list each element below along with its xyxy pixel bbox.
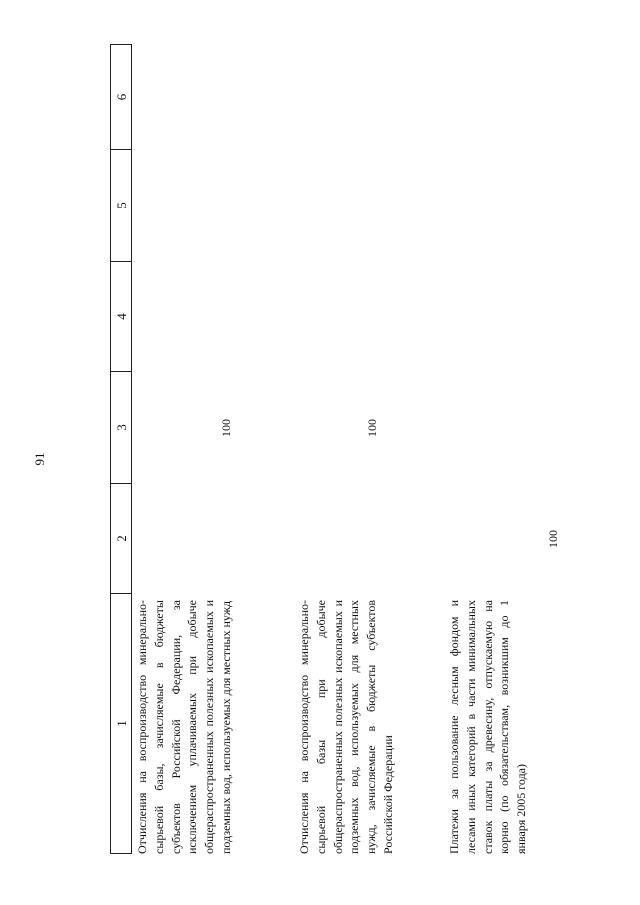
- cell-col-4: [446, 262, 558, 372]
- cell-col-6: [446, 44, 558, 150]
- column-header-6: 6: [110, 44, 132, 150]
- cell-col-5: [134, 150, 284, 262]
- value-col-3: 100: [219, 419, 233, 437]
- table-row: [132, 44, 284, 854]
- cell-col-5: [296, 150, 434, 262]
- column-header-3: 3: [110, 372, 132, 484]
- table-row: [284, 44, 434, 854]
- cell-col-3: [446, 372, 558, 484]
- row-description: Отчисления на воспроизводство минерально-сырьевой базы при добыче общераспространенных полезных ископаемых и подземных вод, используемых для местных нужд, зачисляемые в бюджеты субъектов Российской Федерации: [297, 600, 395, 854]
- cell-col-4: [296, 262, 434, 372]
- column-header-5: 5: [110, 150, 132, 262]
- row-description: Отчисления на воспроизводство минерально-сырьевой базы, зачисляемые в бюджеты субъектов Российской Федерации, за исключением уплачиваемых при добыче общераспространенных полезных ископаемых и подземных вод, используемых для местных нужд: [135, 600, 233, 854]
- column-header-4: 4: [110, 262, 132, 372]
- value-col-2: 100: [546, 530, 560, 548]
- cell-col-3: [296, 372, 434, 484]
- cell-col-2: [446, 484, 558, 594]
- row-description: Платежи за пользование лесным фондом и лесами иных категорий в части минимальных ставок платы за древесину, отпускаемую на корню (по обязательствам, возникшим до 1 января 2005 года): [447, 600, 529, 854]
- cell-col-2: [296, 484, 434, 594]
- cell-col-6: [134, 44, 284, 150]
- table-header: [110, 44, 132, 854]
- cell-col-2: [134, 484, 284, 594]
- table-row: [434, 44, 558, 854]
- cell-col-4: [134, 262, 284, 372]
- page-number: 91: [32, 452, 47, 466]
- cell-col-6: [296, 44, 434, 150]
- column-header-1: 1: [110, 594, 132, 854]
- cell-col-3: [134, 372, 284, 484]
- value-col-3: 100: [365, 419, 379, 437]
- cell-col-5: [446, 150, 558, 262]
- column-header-2: 2: [110, 484, 132, 594]
- rotated-table: [110, 44, 560, 854]
